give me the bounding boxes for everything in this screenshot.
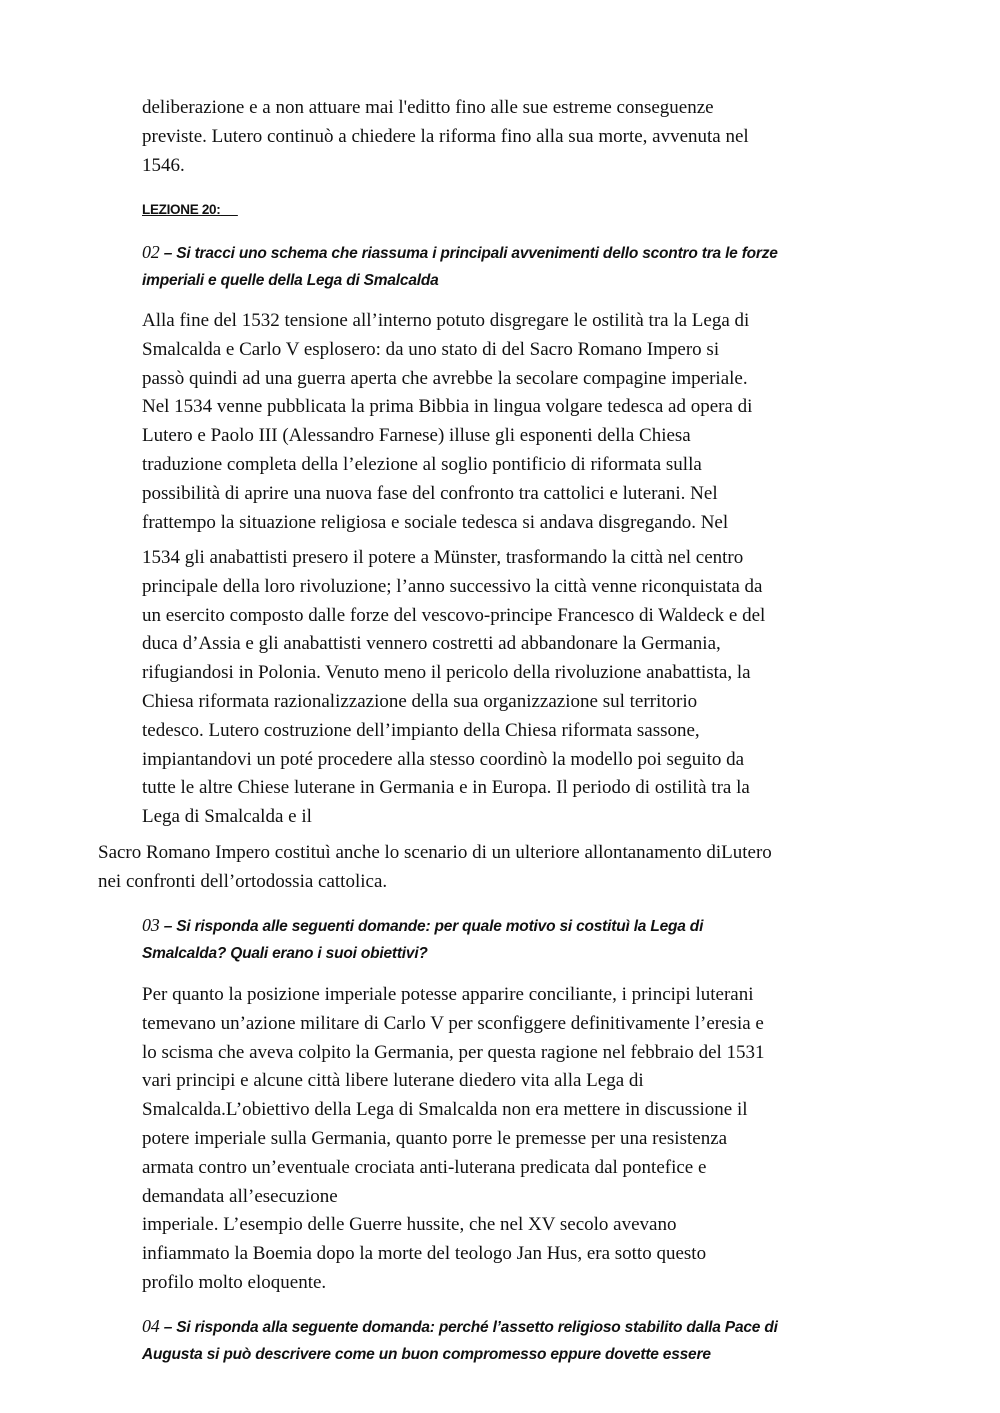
heading-line (142, 239, 862, 267)
text-line: temevano un’azione militare di Carlo V per sconfiggere definitivamente l’eresia e (142, 1012, 764, 1034)
lesson-underline-pad (220, 202, 237, 217)
answer-02-part2 (142, 544, 765, 832)
text-line: Smalcalda e Carlo V esplosero: da uno stato di del Sacro Romano Impero si (142, 338, 720, 360)
question-text: – Si tracci uno schema che riassuma i principali avvenimenti dello scontro tra le forze (159, 245, 778, 262)
question-04-heading (142, 1313, 862, 1368)
intro-paragraph (142, 94, 749, 180)
question-number: 04 (142, 1316, 160, 1336)
text-line: demandata all’esecuzione (142, 1185, 338, 1207)
heading-line: Smalcalda? Quali erano i suoi obiettivi? (142, 945, 428, 962)
text-line: Lutero e Paolo III (Alessandro Farnese) illuse gli esponenti della Chiesa (142, 425, 691, 447)
text-line: principale della loro rivoluzione; l’anno successivo la città venne riconquistata da (142, 575, 763, 597)
text-line: traduzione completa della l’elezione al soglio pontificio di riformata sulla (142, 453, 702, 475)
answer-03 (142, 981, 765, 1298)
text-line: possibilità di aprire una nuova fase del confronto tra cattolici e luterani. Nel (142, 482, 718, 504)
text-line: Lega di Smalcalda e il (142, 806, 312, 828)
text-line: potere imperiale sulla Germania, quanto porre le premesse per una resistenza (142, 1127, 728, 1149)
heading-line: imperiali e quelle della Lega di Smalcalda (142, 272, 439, 289)
lesson-title-text: LEZIONE 20: (142, 202, 221, 217)
heading-line (142, 912, 862, 940)
text-line: rifugiandosi in Polonia. Venuto meno il pericolo della rivoluzione anabattista, la (142, 662, 751, 684)
text-line: Chiesa riformata razionalizzazione della sua organizzazione sul territorio (142, 690, 698, 712)
text-line: passò quindi ad una guerra aperta che avrebbe la secolare compagine imperiale. (142, 367, 748, 389)
text-line: Alla fine del 1532 tensione all’interno potuto disgregare le ostilità tra la Lega di (142, 310, 750, 331)
question-number: 02 (142, 242, 160, 262)
text-line: vari principi e alcune città libere luterane diedero vita alla Lega di (142, 1070, 644, 1092)
text-line: duca d’Assia e gli anabattisti vennero costretti ad abbandonare la Germania, (142, 633, 721, 655)
question-number: 03 (142, 915, 160, 935)
text-line: armata contro un’eventuale crociata anti-luterana predicata dal pontefice e (142, 1156, 707, 1178)
text-line: 1546. (142, 154, 185, 176)
question-text: – Si risponda alla seguente domanda: perché l’assetto religioso stabilito dalla Pace di (159, 1319, 778, 1336)
text-line: 1534 gli anabattisti presero il potere a Münster, trasformando la città nel centro (142, 547, 744, 568)
text-line: Nel 1534 venne pubblicata la prima Bibbia in lingua volgare tedesca ad opera di (142, 396, 753, 418)
text-line: lo scisma che aveva colpito la Germania, per questa ragione nel febbraio del 1531 (142, 1041, 765, 1063)
text-line: imperiale. L’esempio delle Guerre hussite, che nel XV secolo avevano (142, 1214, 677, 1236)
text-line: deliberazione e a non attuare mai l'editto fino alle sue estreme conseguenze (142, 97, 714, 118)
text-line: impiantandovi un poté procedere alla stesso coordinò la modello poi seguito da (142, 748, 745, 770)
text-line: un esercito composto dalle forze del vescovo-principe Francesco di Waldeck e del (142, 604, 766, 626)
text-line: Per quanto la posizione imperiale potesse apparire conciliante, i principi luterani (142, 984, 754, 1005)
text-line: profilo molto eloquente. (142, 1271, 327, 1293)
heading-line: Augusta si può descrivere come un buon compromesso eppure dovette essere (142, 1346, 711, 1363)
text-line: Smalcalda.L’obiettivo della Lega di Smalcalda non era mettere in discussione il (142, 1099, 748, 1121)
lesson-title (142, 202, 238, 217)
text-line: Sacro Romano Impero costituì anche lo scenario di un ulteriore allontanamento diLutero (98, 842, 772, 863)
text-line: previste. Lutero continuò a chiedere la riforma fino alla sua morte, avvenuta nel (142, 125, 749, 147)
text-line: tutte le altre Chiese luterane in Germania e in Europa. Il periodo di ostilità tra la (142, 777, 750, 799)
text-line: frattempo la situazione religiosa e sociale tedesca si andava disgregando. Nel (142, 511, 729, 533)
heading-line (142, 1313, 862, 1341)
question-02-heading (142, 239, 862, 294)
question-text: – Si risponda alle seguenti domande: per quale motivo si costituì la Lega di (159, 918, 704, 935)
text-line: nei confronti dell’ortodossia cattolica. (98, 870, 388, 892)
question-03-heading (142, 912, 862, 967)
answer-02-part3 (98, 839, 772, 897)
text-line: tedesco. Lutero costruzione dell’impianto della Chiesa riformata sassone, (142, 719, 700, 741)
answer-02-part1 (142, 307, 752, 537)
text-line: infiammato la Boemia dopo la morte del teologo Jan Hus, era sotto questo (142, 1243, 707, 1265)
